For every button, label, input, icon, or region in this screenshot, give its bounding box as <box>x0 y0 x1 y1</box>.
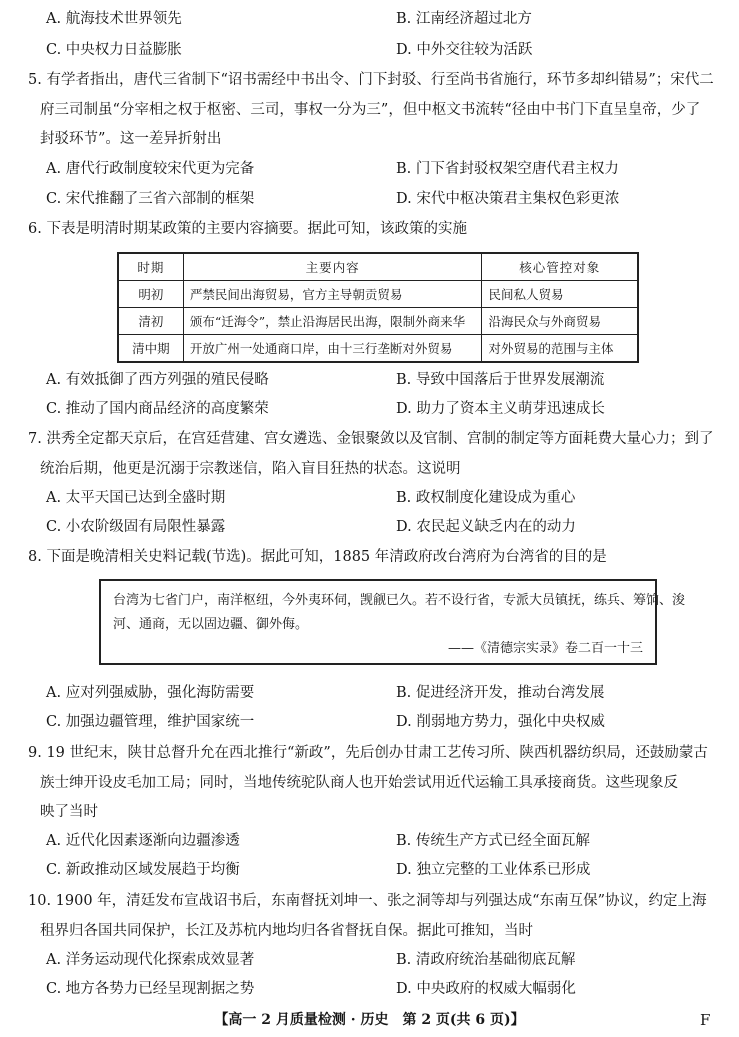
table-header-row <box>118 253 638 281</box>
q4-option-b: B. 江南经济超过北方 <box>396 11 532 27</box>
table-cell: 明初 <box>118 281 183 308</box>
table-row <box>118 281 638 308</box>
q5-option-c: C. 宋代推翻了三省六部制的框架 <box>46 191 255 207</box>
q9-option-d: D. 独立完整的工业体系已形成 <box>396 862 591 878</box>
q10-option-b: B. 清政府统治基础彻底瓦解 <box>396 952 576 968</box>
table-cell: 清中期 <box>118 335 183 363</box>
q10-option-d: D. 中央政府的权威大幅弱化 <box>396 981 576 997</box>
quote-line-1: 台湾为七省门户，南洋枢纽，今外夷环伺，觊觎已久。若不设行省，专派大员镇抚，练兵、筹饷、浚 <box>113 593 686 608</box>
q10-option-c: C. 地方各势力已经呈现割据之势 <box>46 981 255 997</box>
paper-version-letter: F <box>700 1011 711 1029</box>
q9-stem-line-1: 9. 19 世纪末，陕甘总督升允在西北推行“新政”，先后创办甘肃工艺传习所、陕西机器纺织局，还鼓励蒙古 <box>28 745 708 761</box>
table-header-content: 主要内容 <box>183 253 482 281</box>
table-cell: 清初 <box>118 308 183 335</box>
q8-option-d: D. 削弱地方势力，强化中央权威 <box>396 714 605 730</box>
q9-options-row-1 <box>34 830 714 852</box>
table-header-target: 核心管控对象 <box>482 253 638 281</box>
q7-option-d: D. 农民起义缺乏内在的动力 <box>396 519 576 535</box>
q5-options-row-2 <box>34 188 714 210</box>
quote-line-2: 河、通商，无以固边疆、御外侮。 <box>113 617 309 632</box>
q10-stem-line-2: 租界归各国共同保护，长江及苏杭内地均归各省督抚自保。据此可推知，当时 <box>40 923 533 939</box>
q8-stem: 8. 下面是晚清相关史料记载(节选)。据此可知，1885 年清政府改台湾府为台湾省的目的是 <box>28 549 607 565</box>
q5-option-d: D. 宋代中枢决策君主集权色彩更浓 <box>396 191 620 207</box>
q9-options-row-2 <box>34 859 714 881</box>
table-cell: 对外贸易的范围与主体 <box>482 335 638 363</box>
q6-option-c: C. 推动了国内商品经济的高度繁荣 <box>46 401 269 417</box>
q10-options-row-2 <box>34 978 714 1000</box>
q5-option-b: B. 门下省封驳权架空唐代君主权力 <box>396 161 619 177</box>
page-footer: 【高一 2 月质量检测 · 历史 第 2 页(共 6 页)】 <box>214 1012 525 1028</box>
q6-option-a: A. 有效抵御了西方列强的殖民侵略 <box>46 372 269 388</box>
q6-option-b: B. 导致中国落后于世界发展潮流 <box>396 372 605 388</box>
q4-option-a: A. 航海技术世界领先 <box>46 11 182 27</box>
table-row <box>118 308 638 335</box>
q4-option-d: D. 中外交往较为活跃 <box>396 42 533 58</box>
q9-stem-line-3: 映了当时 <box>40 804 98 820</box>
q7-option-b: B. 政权制度化建设成为重心 <box>396 490 576 506</box>
quote-source: ——《清德宗实录》卷二百一十三 <box>447 641 643 656</box>
table-cell: 开放广州一处通商口岸，由十三行垄断对外贸易 <box>183 335 482 363</box>
q5-stem-line-1: 5. 有学者指出，唐代三省制下“诏书需经中书出令、门下封驳、行至尚书省施行，环节多却纠错易”；宋代二 <box>28 72 714 88</box>
q7-options-row-2 <box>34 516 714 538</box>
q5-stem-line-3: 封驳环节”。这一差异折射出 <box>40 131 222 147</box>
q9-option-a: A. 近代化因素逐渐向边疆渗透 <box>46 833 240 849</box>
table-cell: 颁布“迁海令”，禁止沿海居民出海，限制外商来华 <box>183 308 482 335</box>
q7-options-row-1 <box>34 487 714 509</box>
q5-stem-line-2: 府三司制虽“分宰相之权于枢密、三司，事权一分为三”，但中枢文书流转“径由中书门下直呈皇帝，少了 <box>40 102 701 118</box>
q9-option-b: B. 传统生产方式已经全面瓦解 <box>396 833 590 849</box>
table-header-period: 时期 <box>118 253 183 281</box>
policy-table <box>117 252 639 363</box>
q10-option-a: A. 洋务运动现代化探索成效显著 <box>46 952 255 968</box>
q9-stem-line-2: 族士绅开设皮毛加工局；同时，当地传统驼队商人也开始尝试用近代运输工具承接商货。这些现象反 <box>40 775 678 791</box>
q9-option-c: C. 新政推动区域发展趋于均衡 <box>46 862 240 878</box>
q5-options-row-1 <box>34 158 714 180</box>
q10-options-row-1 <box>34 949 714 971</box>
q10-stem-line-1: 10. 1900 年，清廷发布宣战诏书后，东南督抚刘坤一、张之洞等却与列强达成“东南互保”协议，约定上海 <box>28 893 707 909</box>
q8-options-row-2 <box>34 711 714 733</box>
table-cell: 民间私人贸易 <box>482 281 638 308</box>
q4-options-row-1 <box>34 8 714 30</box>
table-row <box>118 335 638 363</box>
q6-options-row-1 <box>34 369 714 391</box>
table-cell: 沿海民众与外商贸易 <box>482 308 638 335</box>
q8-option-c: C. 加强边疆管理，维护国家统一 <box>46 714 255 730</box>
q7-option-a: A. 太平天国已达到全盛时期 <box>46 490 226 506</box>
q6-stem: 6. 下表是明清时期某政策的主要内容摘要。据此可知，该政策的实施 <box>28 221 467 237</box>
q7-stem-line-1: 7. 洪秀全定都天京后，在宫廷营建、宫女遴选、金银聚敛以及官制、宫制的制定等方面耗费大量心力；到了 <box>28 431 714 447</box>
q6-options-row-2 <box>34 398 714 420</box>
q6-option-d: D. 助力了资本主义萌芽迅速成长 <box>396 401 605 417</box>
table-cell: 严禁民间出海贸易，官方主导朝贡贸易 <box>183 281 482 308</box>
q8-options-row-1 <box>34 682 714 704</box>
q8-option-a: A. 应对列强威胁，强化海防需要 <box>46 685 255 701</box>
q7-option-c: C. 小农阶级固有局限性暴露 <box>46 519 226 535</box>
historical-quote-box <box>99 579 686 665</box>
q5-option-a: A. 唐代行政制度较宋代更为完备 <box>46 161 255 177</box>
q4-option-c: C. 中央权力日益膨胀 <box>46 42 182 58</box>
q7-stem-line-2: 统治后期，他更是沉溺于宗教迷信，陷入盲目狂热的状态。这说明 <box>40 461 461 477</box>
q4-options-row-2 <box>34 39 714 61</box>
q8-option-b: B. 促进经济开发，推动台湾发展 <box>396 685 605 701</box>
